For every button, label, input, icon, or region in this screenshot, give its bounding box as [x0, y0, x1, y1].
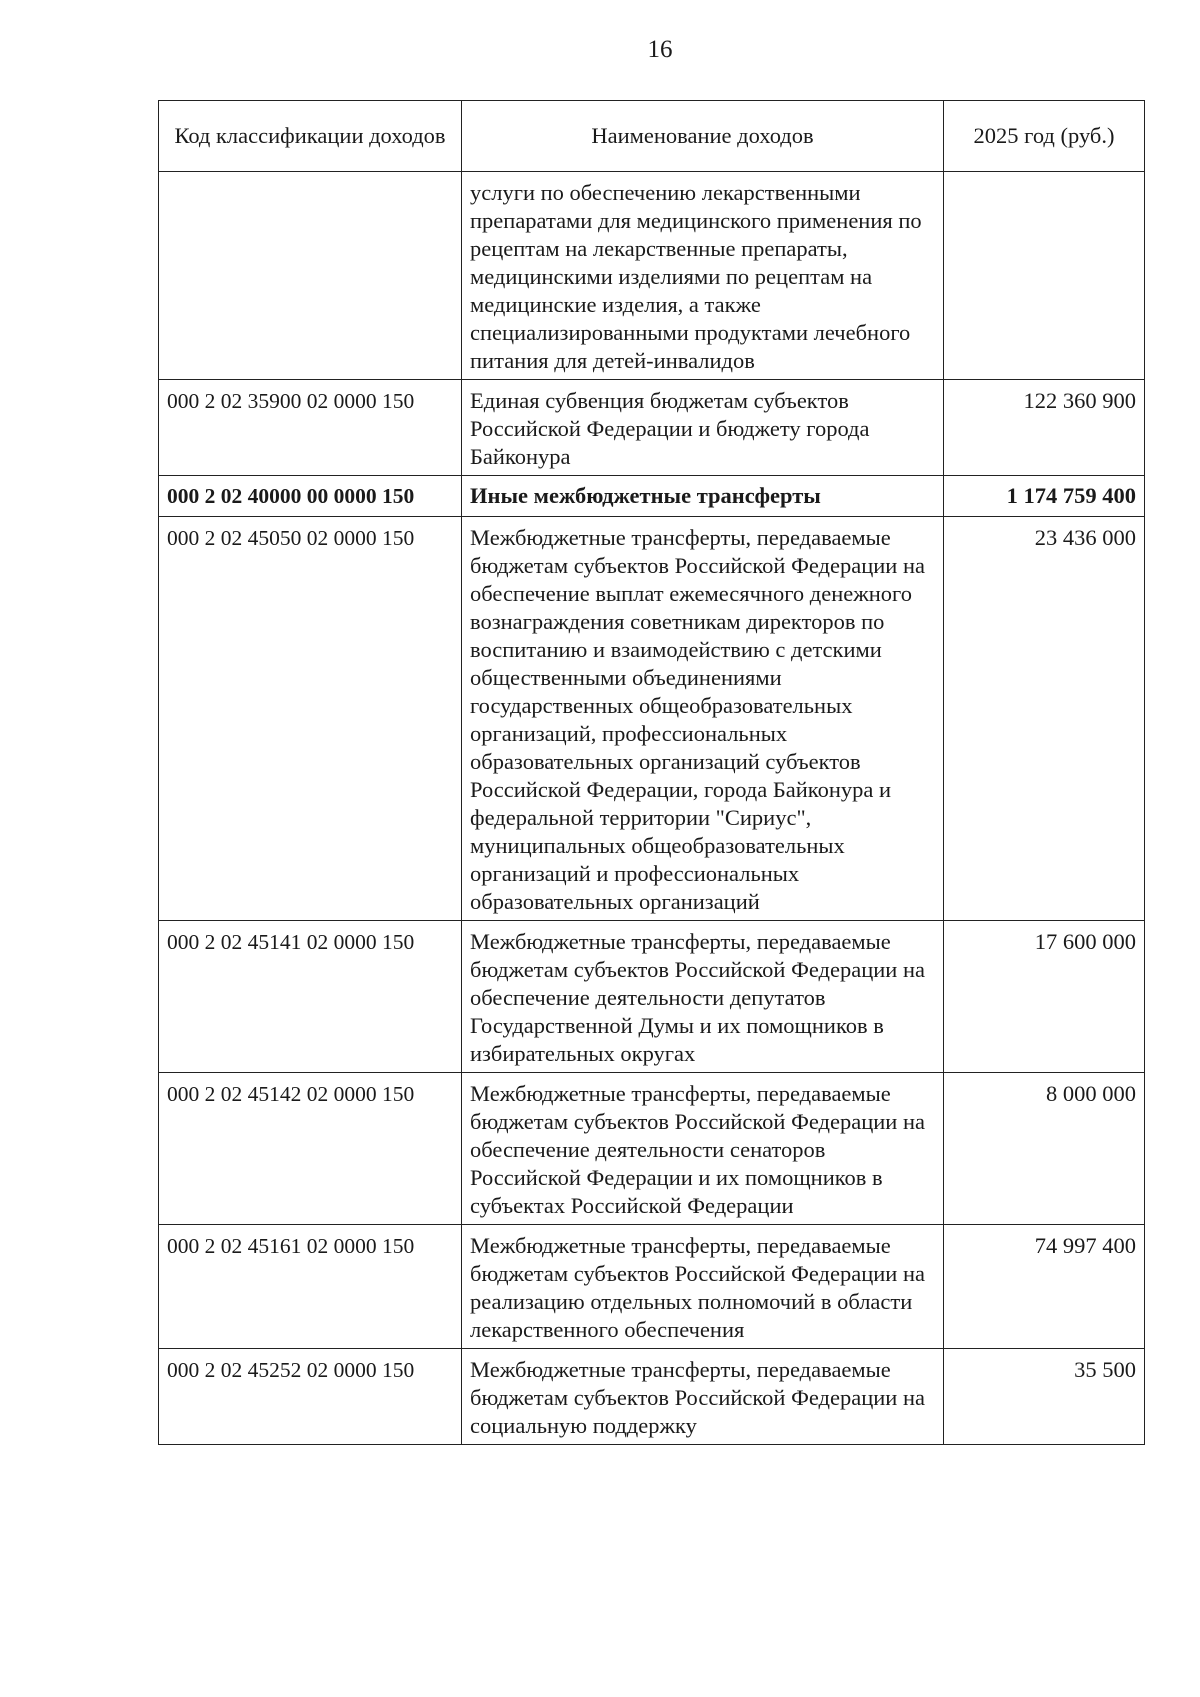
row-amount: 17 600 000: [944, 921, 1145, 1073]
row-name: Единая субвенция бюджетам субъектов Российской Федерации и бюджету города Байконура: [462, 380, 944, 476]
row-amount: 8 000 000: [944, 1073, 1145, 1225]
row-code: 000 2 02 45252 02 0000 150: [159, 1349, 462, 1445]
table-row: [159, 1225, 1145, 1349]
header-amount: 2025 год (руб.): [944, 101, 1145, 172]
row-amount: 35 500: [944, 1349, 1145, 1445]
revenue-table: [158, 100, 1145, 1445]
row-code: 000 2 02 40000 00 0000 150: [159, 476, 462, 517]
row-amount: 1 174 759 400: [944, 476, 1145, 517]
row-code: 000 2 02 45161 02 0000 150: [159, 1225, 462, 1349]
row-code: 000 2 02 45141 02 0000 150: [159, 921, 462, 1073]
table-row: [159, 172, 1145, 380]
row-name: услуги по обеспечению лекарственными препаратами для медицинского применения по рецептам на лекарственные препараты, медицинскими изделиями по рецептам на медицинские изделия, а также специализированными продуктами лечебного питания для детей-инвалидов: [462, 172, 944, 380]
row-code: 000 2 02 45142 02 0000 150: [159, 1073, 462, 1225]
row-name: Межбюджетные трансферты, передаваемые бюджетам субъектов Российской Федерации на социальную поддержку: [462, 1349, 944, 1445]
row-name: Иные межбюджетные трансферты: [462, 476, 944, 517]
table-row: [159, 921, 1145, 1073]
row-code: 000 2 02 45050 02 0000 150: [159, 517, 462, 921]
header-name: Наименование доходов: [462, 101, 944, 172]
row-amount: 23 436 000: [944, 517, 1145, 921]
row-amount: 74 997 400: [944, 1225, 1145, 1349]
row-name: Межбюджетные трансферты, передаваемые бюджетам субъектов Российской Федерации на обеспечение деятельности депутатов Государственной Думы и их помощников в избирательных округах: [462, 921, 944, 1073]
row-name: Межбюджетные трансферты, передаваемые бюджетам субъектов Российской Федерации на обеспечение выплат ежемесячного денежного вознаграждения советникам директоров по воспитанию и взаимодействию с детскими общественными объединениями государственных общеобразовательных организаций, профессиональных образовательных организаций субъектов Российской Федерации, города Байконура и федеральной территории "Сириус", муниципальных общеобразовательных организаций и профессиональных образовательных организаций: [462, 517, 944, 921]
table-row: [159, 1349, 1145, 1445]
table-header-row: [159, 101, 1145, 172]
table-row: [159, 517, 1145, 921]
row-amount: 122 360 900: [944, 380, 1145, 476]
table-body: [159, 172, 1145, 1445]
header-code: Код классификации доходов: [159, 101, 462, 172]
row-code: 000 2 02 35900 02 0000 150: [159, 380, 462, 476]
row-code: [159, 172, 462, 380]
table-row-section-total: [159, 476, 1145, 517]
row-name: Межбюджетные трансферты, передаваемые бюджетам субъектов Российской Федерации на реализацию отдельных полномочий в области лекарственного обеспечения: [462, 1225, 944, 1349]
table-row: [159, 1073, 1145, 1225]
page-number: 16: [647, 36, 673, 63]
row-name: Межбюджетные трансферты, передаваемые бюджетам субъектов Российской Федерации на обеспечение деятельности сенаторов Российской Федерации и их помощников в субъектах Российской Федерации: [462, 1073, 944, 1225]
row-amount: [944, 172, 1145, 380]
table-row: [159, 380, 1145, 476]
